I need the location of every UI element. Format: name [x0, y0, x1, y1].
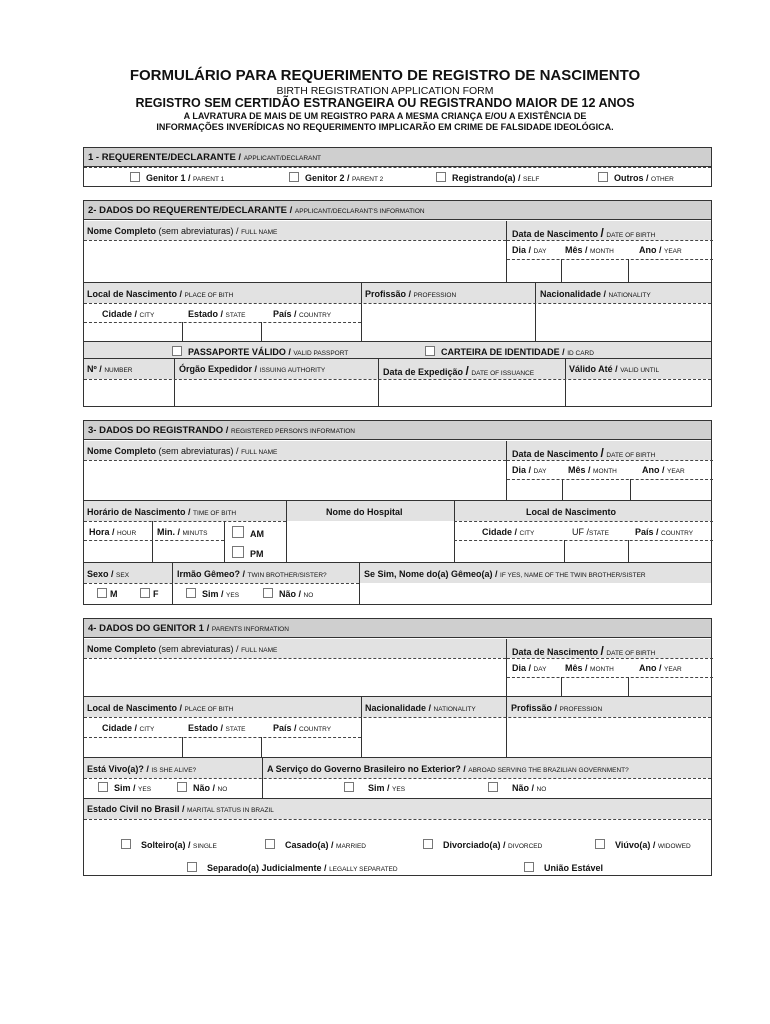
day-label: Dia / DAY: [512, 663, 547, 673]
city-label: Cidade / CITY: [102, 723, 155, 733]
divorced-option[interactable]: Divorciado(a) / DIVORCED: [423, 839, 542, 850]
checkbox[interactable]: [595, 839, 605, 849]
authority-label: Órgão Expedidor / ISSUING AUTHORITY: [179, 364, 326, 374]
profession-label: Profissão / PROFESSION: [365, 289, 457, 299]
profession-label: Profissão / PROFESSION: [511, 703, 603, 713]
hour-label: Hora / HOUR: [89, 527, 137, 537]
uf-label: UF /STATE: [572, 527, 609, 537]
male-option[interactable]: M: [97, 588, 118, 599]
form-title: FORMULÁRIO PARA REQUERIMENTO DE REGISTRO DE NASCIMENTO: [129, 67, 641, 84]
number-label: Nº / NUMBER: [87, 364, 133, 374]
checkbox[interactable]: [232, 546, 244, 558]
gov-label: A Serviço do Governo Brasileiro no Exterior? / ABROAD SERVING THE BRAZILIAN GOVERNMENT?: [267, 764, 629, 774]
union-option[interactable]: União Estável: [524, 862, 603, 873]
married-option[interactable]: Casado(a) / MARRIED: [265, 839, 366, 850]
country-label: País / COUNTRY: [273, 309, 332, 319]
twin-label: Irmão Gêmeo? / TWIN BROTHER/SISTER?: [177, 569, 327, 579]
checkbox[interactable]: [423, 839, 433, 849]
min-label: Min. / MINUTS: [157, 527, 208, 537]
state-label: Estado / STATE: [188, 309, 246, 319]
s3-pob-label: Local de Nascimento: [526, 507, 617, 517]
twin-name-label: Se Sim, Nome do(a) Gêmeo(a) / IF YES, NAME OF THE TWIN BROTHER/SISTER: [364, 569, 646, 579]
alive-label: Está Vivo(a)? / IS SHE ALIVE?: [87, 764, 197, 774]
city-label: Cidade / CITY: [482, 527, 535, 537]
checkbox[interactable]: [289, 172, 299, 182]
pm-option[interactable]: PM: [232, 546, 264, 559]
dob-label: Data de Nascimento / DATE OF BIRTH: [512, 446, 656, 460]
checkbox[interactable]: [232, 526, 244, 538]
full-name-label: Nome Completo (sem abreviaturas) / FULL NAME: [87, 226, 278, 236]
checkbox[interactable]: [130, 172, 140, 182]
checkbox[interactable]: [265, 839, 275, 849]
tob-label: Horário de Nascimento / TIME OF BITH: [87, 507, 237, 517]
passport-option[interactable]: PASSAPORTE VÁLIDO / VALID PASSPORT: [172, 346, 348, 357]
checkbox[interactable]: [98, 782, 108, 792]
separated-option[interactable]: Separado(a) Judicialmente / LEGALLY SEPARATED: [187, 862, 398, 873]
city-label: Cidade / CITY: [102, 309, 155, 319]
single-option[interactable]: Solteiro(a) / SINGLE: [121, 839, 217, 850]
female-option[interactable]: F: [140, 588, 159, 599]
year-label: Ano / YEAR: [639, 663, 682, 673]
option-parent-2[interactable]: Genitor 2 / PARENT 2: [289, 172, 383, 183]
checkbox[interactable]: [598, 172, 608, 182]
full-name-label: Nome Completo (sem abreviaturas) / FULL NAME: [87, 446, 278, 456]
idcard-option[interactable]: CARTEIRA DE IDENTIDADE / ID CARD: [425, 346, 594, 357]
country-label: País / COUNTRY: [273, 723, 332, 733]
month-label: Mês / MONTH: [565, 663, 614, 673]
section-1-title: 1 - REQUERENTE/DECLARANTE / APPLICANT/DECLARANT: [84, 148, 711, 167]
section-2-title: 2- DADOS DO REQUERENTE/DECLARANTE / APPLICANT/DECLARANT'S INFORMATION: [84, 201, 711, 220]
alive-yes-option[interactable]: Sim / YES: [98, 782, 151, 793]
state-label: Estado / STATE: [188, 723, 246, 733]
twin-yes-option[interactable]: Sim / YES: [186, 588, 239, 599]
day-label: Dia / DAY: [512, 465, 547, 475]
marital-label: Estado Civil no Brasil / MARITAL STATUS IN BRAZIL: [87, 804, 274, 814]
form-warning: A LAVRATURA DE MAIS DE UM REGISTRO PARA A MESMA CRIANÇA E/OU A EXISTÊNCIA DE INFORMAÇÕES INVERÍDICAS NO REQUERIMENTO IMPLICARÃO EM CRIME DE FALSIDADE IDEOLÓGICA.: [156, 111, 614, 132]
sex-label: Sexo / SEX: [87, 569, 130, 579]
checkbox[interactable]: [187, 862, 197, 872]
form-title-2: REGISTRO SEM CERTIDÃO ESTRANGEIRA OU REGISTRANDO MAIOR DE 12 ANOS: [135, 96, 635, 110]
valid-label: Válido Até / VALID UNTIL: [569, 364, 660, 374]
section-3-title: 3- DADOS DO REGISTRANDO / REGISTERED PERSON'S INFORMATION: [84, 421, 711, 440]
month-label: Mês / MONTH: [565, 245, 614, 255]
section-1: [83, 147, 712, 187]
checkbox[interactable]: [344, 782, 354, 792]
full-name-label: Nome Completo (sem abreviaturas) / FULL NAME: [87, 644, 278, 654]
year-label: Ano / YEAR: [642, 465, 685, 475]
section-4-title: 4- DADOS DO GENITOR 1 / PARENTS INFORMATION: [84, 619, 711, 638]
section-2: [83, 200, 712, 407]
pob-label: Local de Nascimento / PLACE OF BITH: [87, 289, 234, 299]
nationality-label: Nacionalidade / NATIONALITY: [540, 289, 651, 299]
gov-no-option[interactable]: Não / NO: [488, 782, 546, 793]
option-parent-1[interactable]: Genitor 1 / PARENT 1: [130, 172, 224, 183]
nationality-label: Nacionalidade / NATIONALITY: [365, 703, 476, 713]
country-label: País / COUNTRY: [635, 527, 694, 537]
twin-no-option[interactable]: Não / NO: [263, 588, 313, 599]
full-name-field[interactable]: [84, 241, 506, 281]
checkbox[interactable]: [177, 782, 187, 792]
dob-label: Data de Nascimento / DATE OF BIRTH: [512, 644, 656, 658]
checkbox[interactable]: [121, 839, 131, 849]
pob-label: Local de Nascimento / PLACE OF BITH: [87, 703, 234, 713]
checkbox[interactable]: [172, 346, 182, 356]
checkbox[interactable]: [263, 588, 273, 598]
option-self[interactable]: Registrando(a) / SELF: [436, 172, 539, 183]
dob-label: Data de Nascimento / DATE OF BIRTH: [512, 226, 656, 240]
section-3: [83, 420, 712, 605]
checkbox[interactable]: [425, 346, 435, 356]
gov-yes-option[interactable]: Sim / YES: [344, 782, 405, 793]
am-option[interactable]: AM: [232, 526, 264, 539]
checkbox[interactable]: [97, 588, 107, 598]
alive-no-option[interactable]: Não / NO: [177, 782, 227, 793]
widowed-option[interactable]: Viúvo(a) / WIDOWED: [595, 839, 691, 850]
checkbox[interactable]: [436, 172, 446, 182]
day-label: Dia / DAY: [512, 245, 547, 255]
year-label: Ano / YEAR: [639, 245, 682, 255]
issue-label: Data de Expedição / DATE OF ISSUANCE: [383, 364, 535, 378]
checkbox[interactable]: [140, 588, 150, 598]
hospital-label: Nome do Hospital: [326, 507, 403, 517]
option-other[interactable]: Outros / OTHER: [598, 172, 674, 183]
month-label: Mês / MONTH: [568, 465, 617, 475]
checkbox[interactable]: [488, 782, 498, 792]
checkbox[interactable]: [524, 862, 534, 872]
checkbox[interactable]: [186, 588, 196, 598]
section-4: [83, 618, 712, 876]
form-subtitle: BIRTH REGISTRATION APPLICATION FORM: [276, 85, 494, 97]
